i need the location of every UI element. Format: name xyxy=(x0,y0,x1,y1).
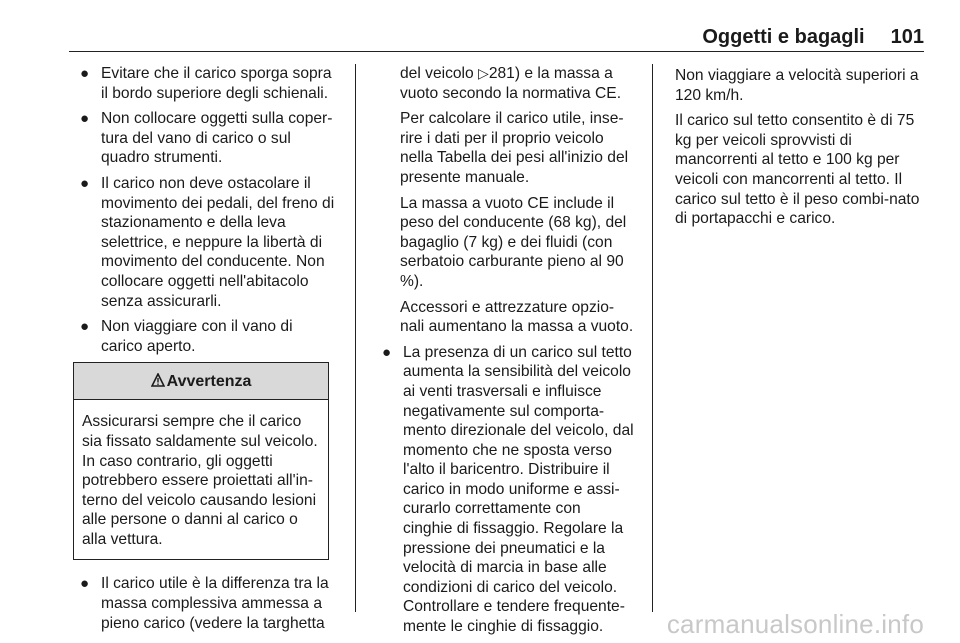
bullet-list-1 xyxy=(76,64,338,356)
column-3 xyxy=(675,66,927,235)
warning-title: Avvertenza xyxy=(166,372,252,390)
page-header xyxy=(702,26,924,54)
paragraph: Il carico sul tetto consentito è di 75 kg per veicoli sprovvisti di mancorrenti al tetto e 100 kg per veicoli con mancorrenti al tetto. Il carico sul tetto è il peso combi-nato di portapacchi e carico. xyxy=(675,112,920,228)
bullet-icon: ● xyxy=(80,110,90,128)
paragraph: La massa a vuoto CE include il peso del conducente (68 kg), del bagaglio (7 kg) e dei fluidi (con serbatoio carburante pieno al 90 %). xyxy=(400,194,627,290)
bullet-icon: ● xyxy=(80,318,90,336)
list-item: ● Il carico non deve ostacolare il movimento dei pedali, del freno di stazionamento e della leva selettrice, e neppure la libertà di movimento del conducente. Non collocare oggetti nell'abitacolo senza assicurarli. xyxy=(80,174,335,310)
column-divider-1 xyxy=(355,64,356,612)
paragraph: Non viaggiare a velocità superiori a 120 km/h. xyxy=(675,67,919,104)
paragraph: Per calcolare il carico utile, inse-rire i dati per il proprio veicolo nella Tabella dei pesi all'inizio del presente manuale. xyxy=(400,110,629,186)
column-divider-2 xyxy=(652,64,653,612)
column-1 xyxy=(76,64,338,639)
warning-body: Assicurarsi sempre che il carico sia fissato saldamente sul veicolo. In caso contrario, gli oggetti potrebbero essere proiettati all'in-terno del veicolo causando lesioni alle persone o danni al carico o alla vettura. xyxy=(82,413,318,548)
page-title: Oggetti e bagagli xyxy=(702,26,865,48)
list-item: ● Non viaggiare con il vano di carico aperto. xyxy=(80,318,293,355)
bullet-list-3 xyxy=(378,343,634,637)
list-item: ● La presenza di un carico sul tetto aumenta la sensibilità del veicolo ai venti trasversali e influisce negativamente sul comporta-mento direzionale del veicolo, dal momento che ne sposta verso l'alto il baricentro. Distribuire il carico in modo uniforme e assi-curarlo correttamente con cinghie di fissaggio. Regolare la pressione dei pneumatici e la velocità di marcia in base alle condizioni di carico del veicolo. Controllare e tendere frequente-mente le cinghie di fissaggio. xyxy=(382,343,634,636)
warning-box xyxy=(73,362,329,560)
list-item: ● Evitare che il carico sporga sopra il bordo superiore degli schienali. xyxy=(80,65,332,102)
warning-triangle-icon xyxy=(151,372,165,392)
column-2 xyxy=(378,64,634,643)
bullet-icon: ● xyxy=(80,174,90,192)
watermark: carmanualsonline.info xyxy=(666,609,924,639)
list-item: ● Non collocare oggetti sulla coper-tura del vano di carico o sul quadro strumenti. xyxy=(80,110,333,167)
bullet-icon: ● xyxy=(80,65,90,82)
bullet-list-2 xyxy=(76,574,338,633)
page-reference-icon: ▷ xyxy=(478,65,489,81)
page-number: 101 xyxy=(890,26,924,48)
list-item: ● Il carico utile è la differenza tra la massa complessiva ammessa a pieno carico (vedere la targhetta xyxy=(80,575,329,632)
bullet-icon: ● xyxy=(382,343,392,361)
header-rule xyxy=(69,51,924,52)
continued-text: del veicolo ▷281) e la massa a vuoto secondo la normativa CE. xyxy=(400,65,622,102)
paragraph: Accessori e attrezzature opzio-nali aumentano la massa a vuoto. xyxy=(400,298,634,336)
bullet-icon: ● xyxy=(80,575,90,593)
warning-header xyxy=(74,363,328,400)
